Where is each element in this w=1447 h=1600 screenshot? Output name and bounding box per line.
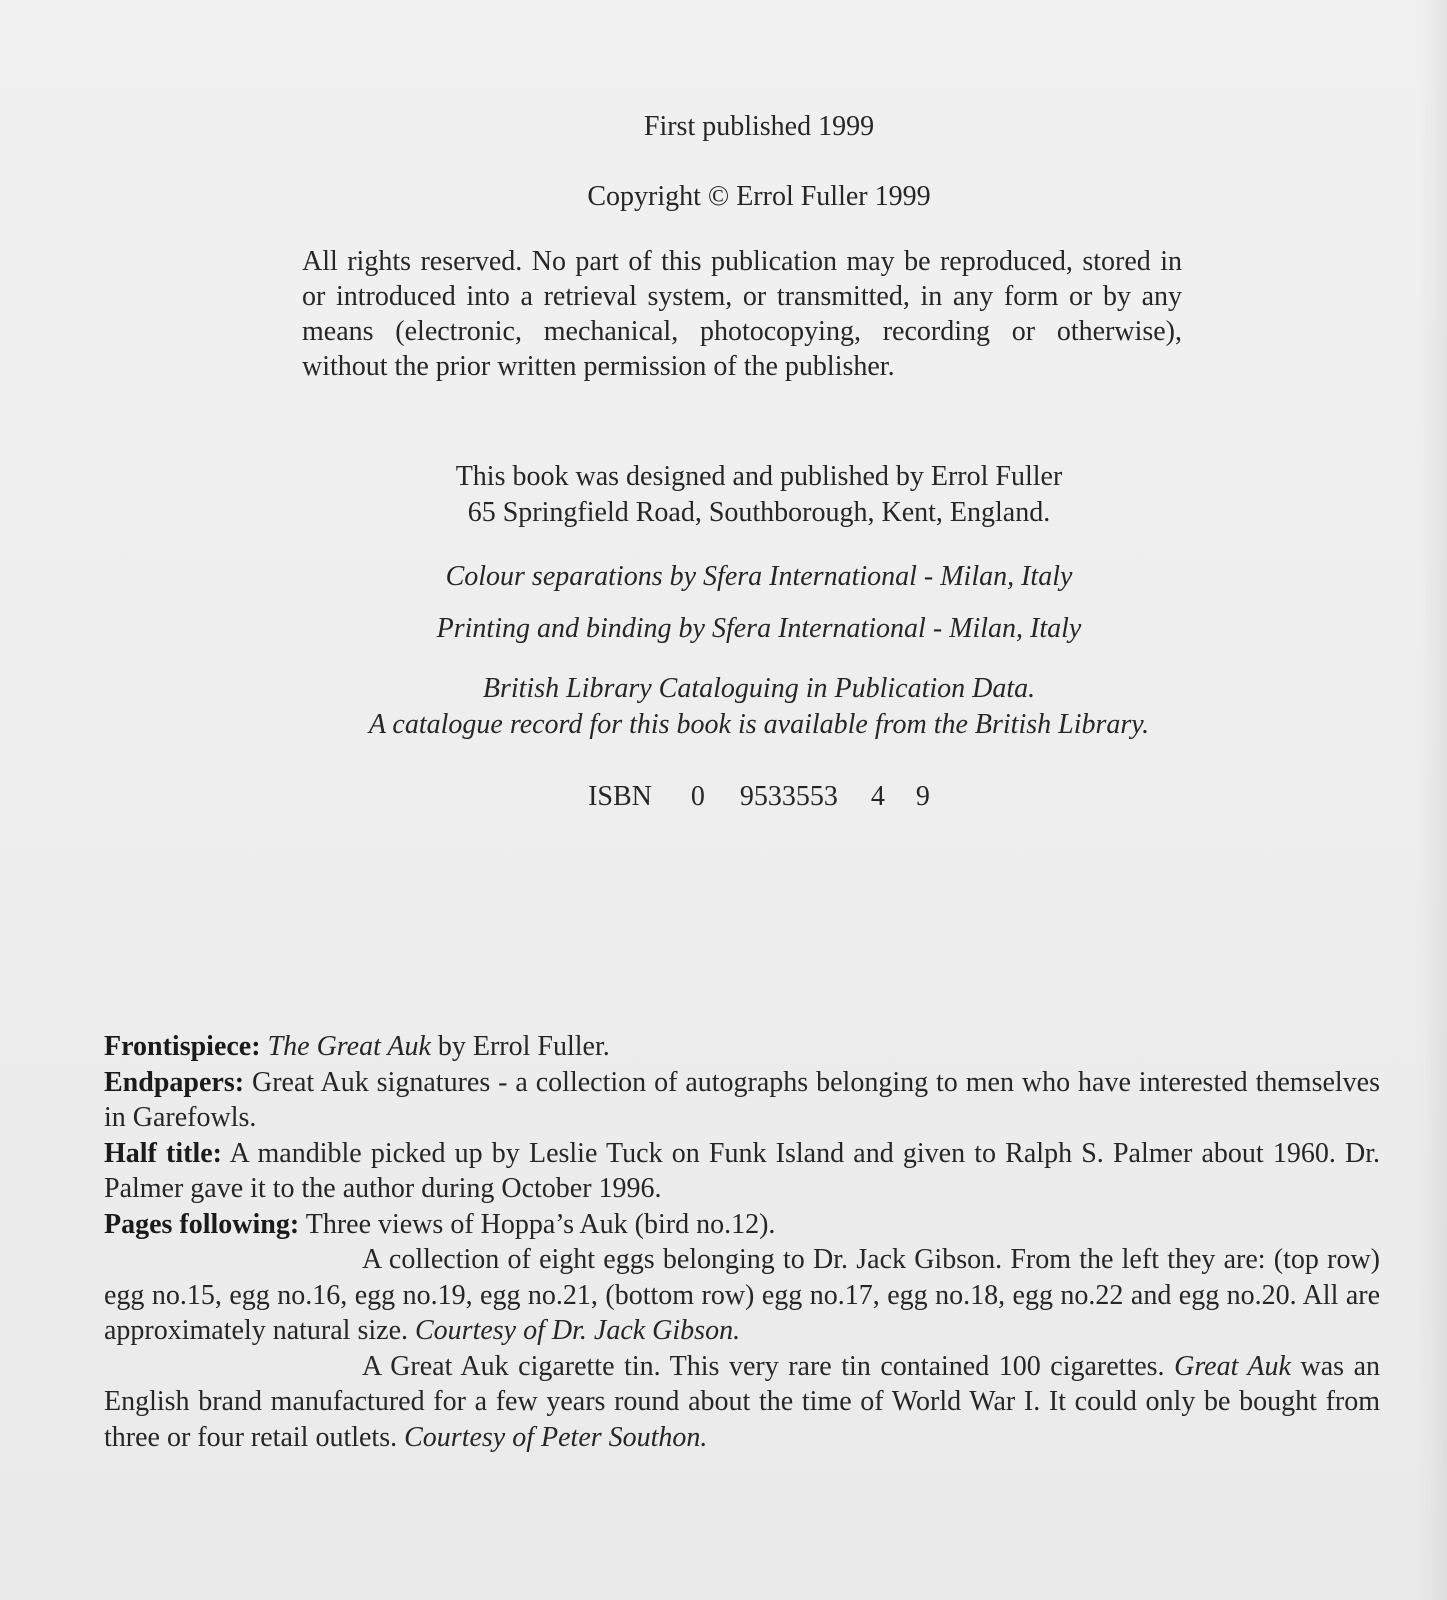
tin-text-start: A Great Auk cigarette tin. This very rare tin contained 100 cigarettes. — [362, 1350, 1175, 1382]
frontispiece-label: Frontispiece: — [104, 1031, 261, 1062]
isbn-group-3: 4 — [870, 781, 885, 812]
rights-paragraph: All rights reserved. No part of this publication may be reproduced, stored in or introduced into a retrieval system, or transmitted, in any form or by any means (electronic, mechanical, photocopying, recording or otherwise), without the prior written permission of the publisher. — [302, 246, 1182, 382]
pages-following-text: Three views of Hoppa’s Auk (bird no.12). — [299, 1208, 776, 1240]
isbn-group-4: 9 — [915, 781, 930, 812]
eggs-note — [104, 1242, 1380, 1349]
pages-following-label: Pages following: — [104, 1208, 300, 1240]
first-published-line: First published 1999 — [643, 111, 875, 142]
cigarette-tin-note — [104, 1349, 1380, 1456]
tin-text-end: was an English brand manufactured for a few years round about the time of World War I. It could only be bought from three or four retail outlets. — [104, 1350, 1380, 1453]
endpapers-text: Great Auk signatures - a collection of autographs belonging to men who have interested themselves in Garefowls. — [104, 1066, 1380, 1133]
tin-brand: Great Auk — [1174, 1350, 1291, 1382]
printing-binding-line: Printing and binding by Sfera International - Milan, Italy — [436, 613, 1082, 644]
eggs-credit: Courtesy of Dr. Jack Gibson. — [415, 1315, 741, 1346]
frontispiece-title: The Great Auk — [267, 1031, 431, 1062]
half-title-text: A mandible picked up by Leslie Tuck on Funk Island and given to Ralph S. Palmer about 1960. Dr. Palmer gave it to the author during October 1996. — [104, 1137, 1380, 1204]
isbn-line — [0, 780, 1447, 814]
pages-following-note — [104, 1207, 1380, 1243]
eggs-text: A collection of eight eggs belonging to Dr. Jack Gibson. From the left they are: (top row) egg no.15, egg no.16, egg no.19, egg no.21, (bottom row) egg no.17, egg no.18, egg no.22 and egg no.20. All are approximately natural size. — [104, 1244, 1380, 1346]
cip-record-line: A catalogue record for this book is available from the British Library. — [368, 709, 1150, 740]
illustration-notes — [104, 1029, 1380, 1455]
publisher-address-line: 65 Springfield Road, Southborough, Kent, England. — [467, 497, 1051, 528]
tin-credit: Courtesy of Peter Southon. — [404, 1421, 708, 1453]
cip-heading-line: British Library Cataloguing in Publication Data. — [482, 673, 1036, 704]
endpapers-label: Endpapers: — [104, 1066, 245, 1098]
half-title-note — [104, 1136, 1380, 1207]
colour-separations-line: Colour separations by Sfera International - Milan, Italy — [445, 561, 1073, 592]
half-title-label: Half title: — [104, 1137, 223, 1169]
isbn-group-2: 9533553 — [739, 781, 838, 812]
copyright-line: Copyright © Errol Fuller 1999 — [587, 181, 931, 212]
isbn-group-1: 0 — [690, 781, 705, 812]
isbn-label: ISBN — [588, 781, 652, 812]
frontispiece-credit: by Errol Fuller. — [430, 1031, 610, 1062]
endpapers-note — [104, 1065, 1380, 1136]
frontispiece-note — [104, 1029, 1380, 1065]
designed-by-line: This book was designed and published by Errol Fuller — [455, 461, 1063, 492]
